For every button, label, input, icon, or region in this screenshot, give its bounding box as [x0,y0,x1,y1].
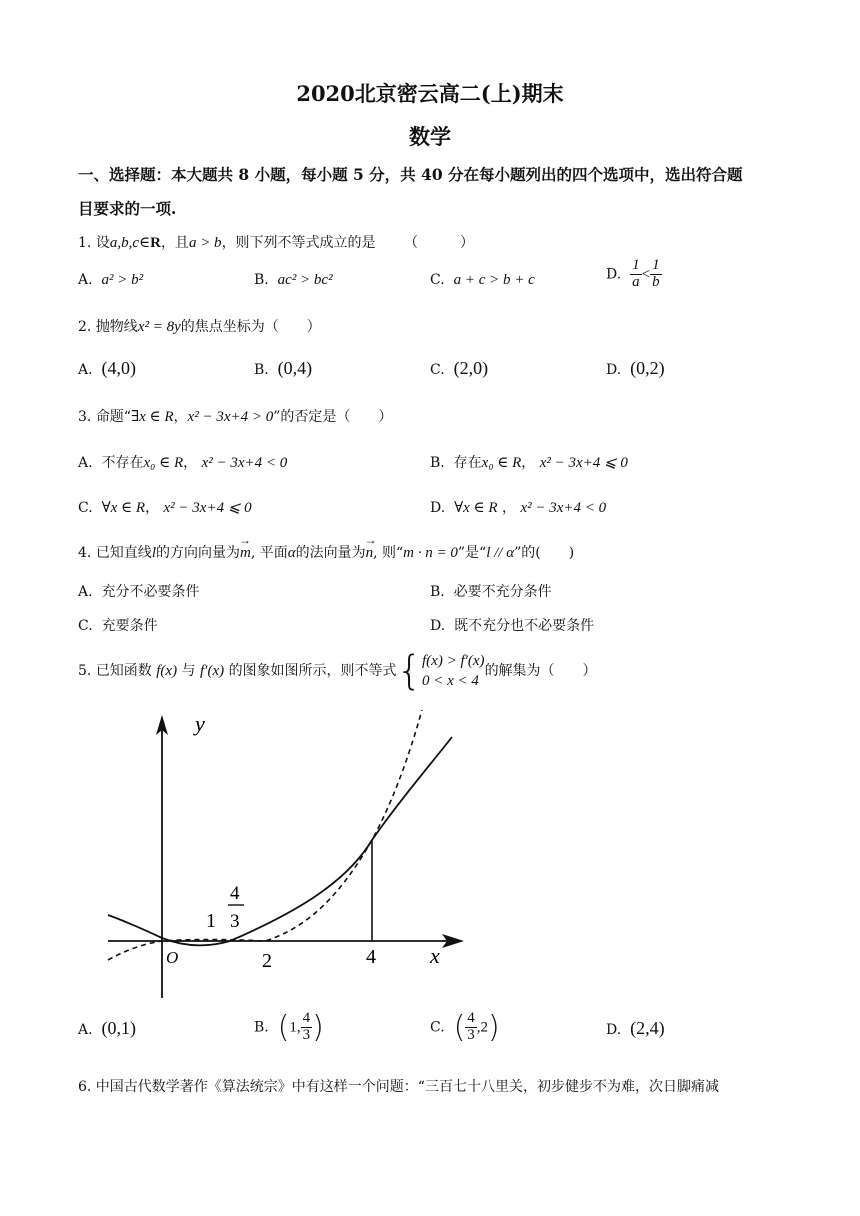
question-number: 2. [78,319,92,335]
q4-parallel: l // α [486,545,515,561]
q2-option-c [430,358,488,379]
q3-math-exists: ∃x ∈ R [130,409,174,425]
question-5 [78,648,597,694]
option-text: 必要不充分条件 [453,584,552,600]
q5-option-d [606,1018,665,1039]
option-label: C. [78,500,93,516]
label-frac-num: 4 [230,883,240,904]
option-math: ,2 [476,1019,489,1036]
system-line-1: f(x) > f′(x) [422,652,485,669]
option-math: (4,0) [101,358,136,378]
q3-text-a: 命题“ [95,409,131,425]
q1-option-c [430,272,535,289]
option-math: x² − 3x+4 < 0 [201,455,288,471]
option-text: 充分不必要条件 [101,584,200,600]
option-label: A. [78,362,93,378]
fraction [650,258,662,291]
q4-text-e: , 则“ [373,545,404,561]
option-text: 既不充分也不必要条件 [454,618,595,634]
option-math: 1, [289,1019,301,1036]
option-label: C. [430,272,445,288]
option-math: (0,1) [101,1018,136,1038]
q3-option-d [430,497,606,517]
numerator: 1 [632,257,640,273]
option-math: (0,2) [630,358,665,378]
q1-math-agtb: a > b [188,235,222,251]
option-text: 存在 [453,455,482,471]
label-2: 2 [262,950,272,972]
q2-text-b: 的焦点坐标为（ ） [180,319,321,335]
numerator: 4 [302,1010,311,1027]
q4-line-l: l [151,545,156,561]
option-label: C. [78,618,93,634]
q5-text-c: 的图象如图所示，则不等式 [228,663,397,679]
q1-math-abc: a,b,c [109,235,139,251]
question-3 [78,406,392,426]
function-graph-figure [100,705,480,1005]
origin-label: O [166,948,179,967]
q5-option-c [430,1010,500,1045]
q4-text-c: , 平面 [250,545,288,561]
fraction [630,258,642,291]
option-label: A. [78,1022,93,1038]
option-label: B. [254,272,269,288]
section-header-line1: 一、选择题：本大题共 8 小题，每小题 5 分，共 40 分在每小题列出的四个选项中，选出符合题 [78,165,743,184]
right-paren: ) [488,1010,500,1045]
q5-option-b [254,1010,324,1045]
option-math: x₀ ∈ R [481,455,522,471]
q1-option-a [78,272,143,289]
option-label: A. [78,584,93,600]
y-axis-label: y [195,711,205,736]
curve-f [108,737,452,945]
option-math: x² − 3x+4 < 0 [520,500,607,516]
question-6: 6. 中国古代数学著作《算法统宗》中有这样一个问题：“三百七十八里关，初步健步不为难，次日脚痛减 [78,1079,719,1095]
option-label: D. [606,266,622,283]
option-label: D. [430,618,446,634]
q4-vector-m: → m [240,545,251,562]
option-label: D. [430,500,446,516]
fraction [301,1011,313,1044]
q4-text-d: 的法向量为 [295,545,366,561]
q3-math-ineq: x² − 3x+4 > 0 [187,409,274,425]
option-text: 充要条件 [101,618,158,634]
page-title: 2020北京密云高二(上)期末 [296,81,564,106]
option-math: ∀x ∈ R [454,500,498,516]
q4-option-a [78,581,199,601]
left-paren: ( [277,1010,290,1045]
q1-option-b [254,272,333,289]
option-label: C. [430,1019,445,1036]
q1-math-in: ∈ [138,235,151,251]
option-label: B. [430,584,445,600]
answer-blank: （ ） [404,235,475,251]
q4-option-d [430,615,594,635]
q3-option-a [78,452,287,472]
option-math: x² − 3x+4 ⩽ 0 [163,500,252,516]
question-number: 3. [78,409,92,425]
numerator: 4 [467,1010,475,1027]
option-math: (2,0) [453,358,489,378]
curve-fprime [108,710,422,960]
option-label: A. [78,455,93,471]
option-label: B. [430,455,445,471]
denominator: 3 [467,1027,475,1043]
denominator: 3 [302,1027,311,1043]
q3-option-c [78,497,252,517]
denominator: b [652,273,660,290]
q3-option-b [430,452,628,472]
option-math: (2,4) [630,1018,665,1038]
right-paren: ) [312,1010,324,1045]
denominator: a [632,273,640,290]
option-label: A. [78,272,93,288]
q2-text-a: 抛物线 [95,319,138,335]
less-than: < [641,266,651,283]
q5-option-a [78,1018,136,1039]
left-brace: { [396,648,423,694]
q1-text-a: 设 [95,235,110,251]
separator: ， [183,455,198,471]
option-math: a + c > b + c [453,272,535,288]
q2-option-a [78,358,136,379]
option-label: D. [606,1022,622,1038]
x-axis-label: x [430,943,440,968]
option-label: B. [254,362,269,378]
inequality-system [422,651,485,692]
option-label: B. [254,1019,269,1036]
option-math: (0,4) [277,358,313,378]
label-1: 1 [206,910,216,932]
fraction [465,1011,477,1044]
question-1 [78,232,474,252]
q2-option-b [254,358,312,379]
question-2 [78,316,321,336]
q5-function-f: f(x) [156,663,178,679]
label-frac-den: 3 [230,911,240,932]
left-paren: ( [453,1010,466,1045]
numerator: 1 [652,257,660,273]
option-label: C. [430,362,445,378]
q5-function-fprime: f′(x) [200,663,225,679]
option-math: ac² > bc² [277,272,333,288]
option-math: ∀x ∈ R [101,500,146,516]
q4-plane-alpha: α [287,545,296,561]
question-number: 1. [78,235,92,251]
q3-text-c: ”的否定是（ ） [273,409,393,425]
option-math: x² − 3x+4 ⩽ 0 [539,455,628,471]
q5-text-d: 的解集为（ ） [484,663,597,679]
separator: ， [145,500,160,516]
q4-option-b [430,581,552,601]
option-text: 不存在 [101,455,144,471]
q1-text-b: ，且 [160,235,189,251]
q1-text-c: ，则下列不等式成立的是 [221,235,376,251]
q1-option-d [606,258,662,291]
question-4 [78,542,574,562]
q4-text-f: ”是“ [457,545,487,561]
separator: ， [502,500,517,516]
question-number: 4. [78,545,92,561]
label-4: 4 [366,946,376,968]
separator: ， [521,455,536,471]
q4-option-c [78,615,158,635]
option-math: a² > b² [101,272,144,288]
q4-text-b: 的方向向量为 [155,545,240,561]
q4-text-a: 已知直线 [95,545,152,561]
q4-dot-product: m · n = 0 [403,545,458,561]
q5-text-b: 与 [181,663,196,679]
section-header-line2: 目要求的一项. [78,199,177,218]
q3-text-b: ， [173,409,188,425]
q2-math: x² = 8y [137,319,181,335]
q2-option-d [606,358,665,379]
option-label: D. [606,362,622,378]
system-line-2: 0 < x < 4 [422,673,479,689]
q4-vector-n: → n [366,545,374,562]
question-number: 5. [78,663,92,679]
q1-math-r: R [150,235,161,251]
option-math: x₀ ∈ R [143,455,184,471]
q4-text-g: ”的( ) [514,545,575,561]
q5-text-a: 已知函数 [95,663,152,679]
subject-title: 数学 [409,124,451,149]
